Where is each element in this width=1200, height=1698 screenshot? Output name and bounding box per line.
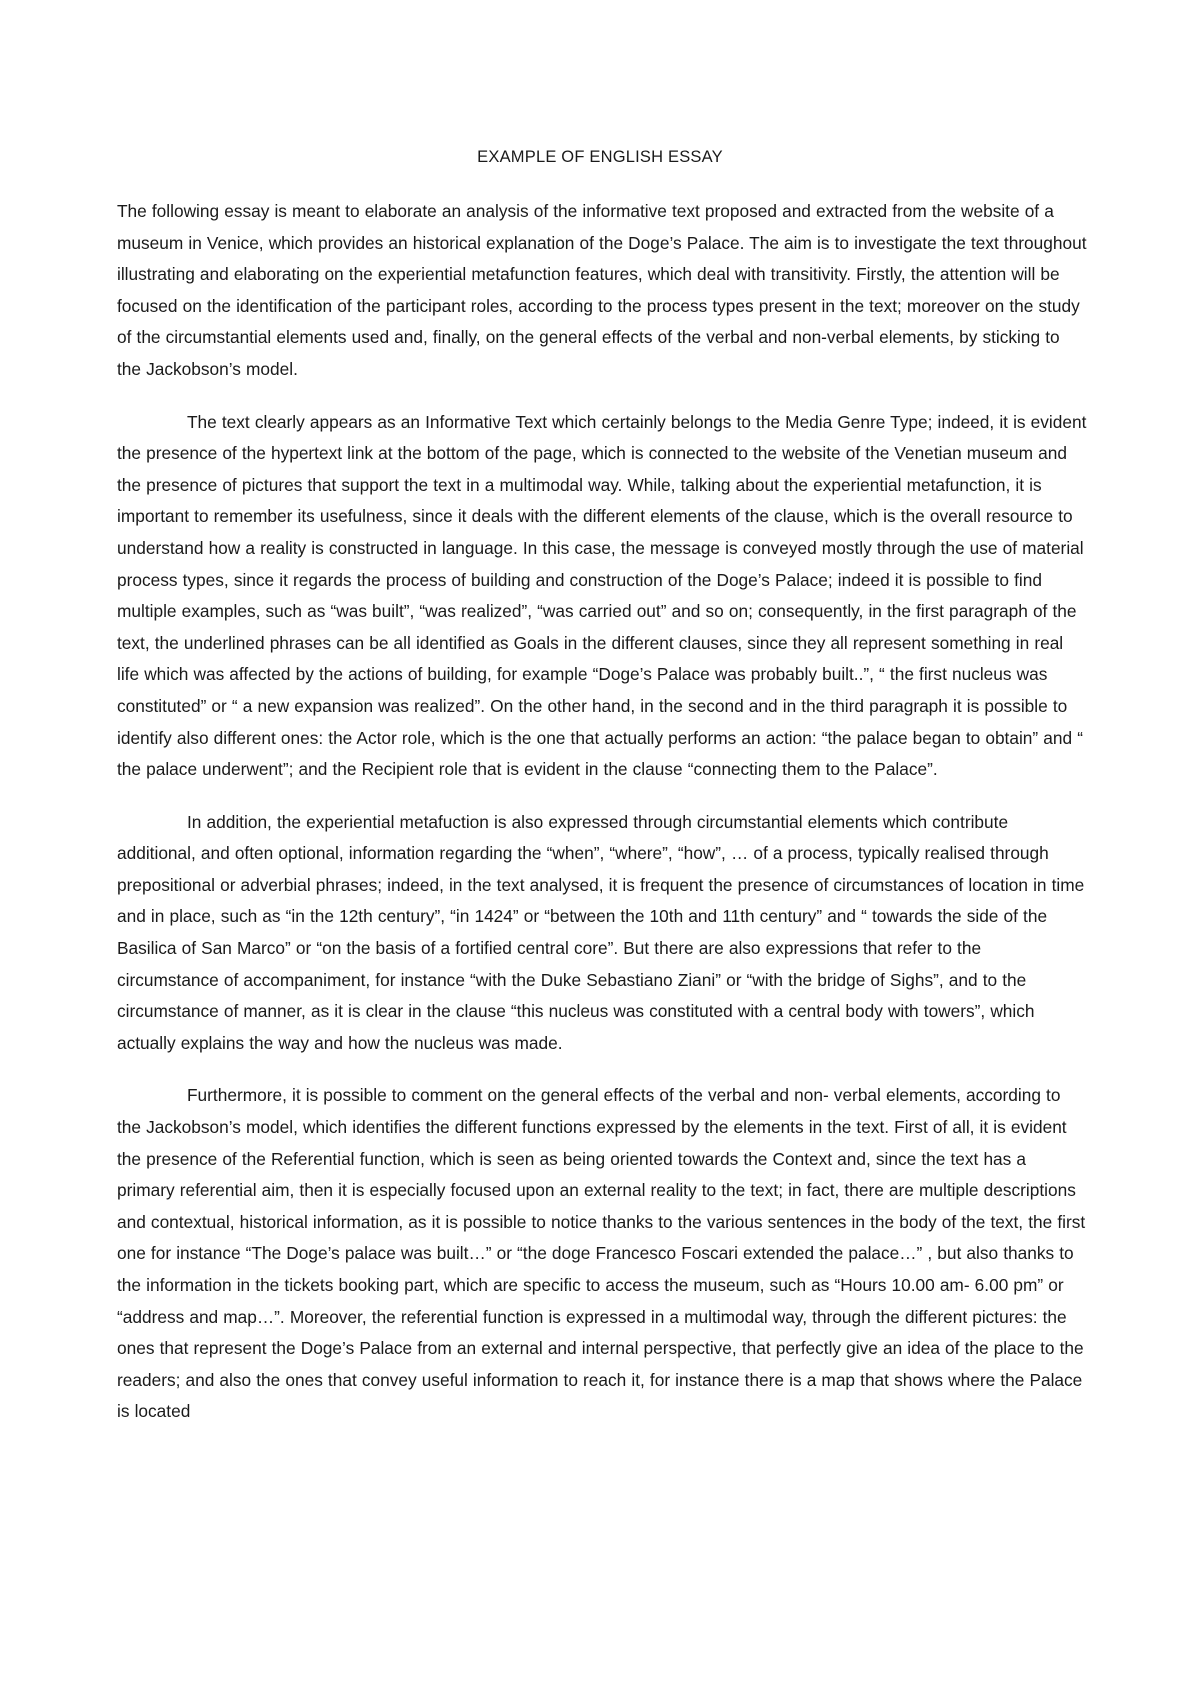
document-title: EXAMPLE OF ENGLISH ESSAY (477, 148, 723, 166)
paragraph-jackobson-model: Furthermore, it is possible to comment on the general effects of the verbal and non- verbal elements, according to the Jackobson’s model, which identifies the different functions expressed by the elements in the text. First of all, it is evident the presence of the Referential function, which is seen as being oriented towards the Context and, since the text has a primary referential aim, then it is especially focused upon an external reality to the text; in fact, there are multiple descriptions and contextual, historical information, as it is possible to notice thanks to the various sentences in the body of the text, the first one for instance “The Doge’s palace was built…” or “the doge Francesco Foscari extended the palace…” , but also thanks to the information in the tickets booking part, which are specific to access the museum, such as “Hours 10.00 am- 6.00 pm” or “address and map…”. Moreover, the referential function is expressed in a multimodal way, through the different pictures: the ones that represent the Doge’s Palace from an external and internal perspective, that perfectly give an idea of the place to the readers; and also the ones that convey useful information to reach it, for instance there is a map that shows where the Palace is located (117, 1085, 1086, 1422)
paragraph-participant-roles: The text clearly appears as an Informative Text which certainly belongs to the Media Genre Type; indeed, it is evident the presence of the hypertext link at the bottom of the page, which is connected to the website of the Venetian museum and the presence of pictures that support the text in a multimodal way. While, talking about the experiential metafunction, it is important to remember its usefulness, since it deals with the different elements of the clause, which is the overall resource to understand how a reality is constructed in language. In this case, the message is conveyed mostly through the use of material process types, since it regards the process of building and construction of the Doge’s Palace; indeed it is possible to find multiple examples, such as “was built”, “was realized”, “was carried out” and so on; consequently, in the first paragraph of the text, the underlined phrases can be all identified as Goals in the different clauses, since they all represent something in real life which was affected by the actions of building, for example “Doge’s Palace was probably built..”, “ the first nucleus was constituted” or “ a new expansion was realized”. On the other hand, in the second and in the third paragraph it is possible to identify also different ones: the Actor role, which is the one that actually performs an action: “the palace began to obtain” and “ the palace underwent”; and the Recipient role that is evident in the clause “connecting them to the Palace”. (117, 411, 1087, 780)
paragraph-circumstantial-elements: In addition, the experiential metafuction is also expressed through circumstantial elements which contribute additional, and often optional, information regarding the “when”, “where”, “how”, … of a process, typically realised through prepositional or adverbial phrases; indeed, in the text analysed, it is frequent the presence of circumstances of location in time and in place, such as “in the 12th century”, “in 1424” or “between the 10th and 11th century” and “ towards the side of the Basilica of San Marco” or “on the basis of a fortified central core”. But there are also expressions that refer to the circumstance of accompaniment, for instance “with the Duke Sebastiano Ziani” or “with the bridge of Sighs”, and to the circumstance of manner, as it is clear in the clause “this nucleus was constituted with a central body with towers”, which actually explains the way and how the nucleus was made. (117, 811, 1085, 1053)
paragraph-introduction: The following essay is meant to elaborate an analysis of the informative text proposed and extracted from the website of a museum in Venice, which provides an historical explanation of the Doge’s Palace. The aim is to investigate the text throughout illustrating and elaborating on the experiential metafunction features, which deal with transitivity. Firstly, the attention will be focused on the identification of the participant roles, according to the process types present in the text; moreover on the study of the circumstantial elements used and, finally, on the general effects of the verbal and non-verbal elements, by sticking to the Jackobson’s model. (117, 201, 1087, 379)
essay-body (117, 196, 1087, 1428)
